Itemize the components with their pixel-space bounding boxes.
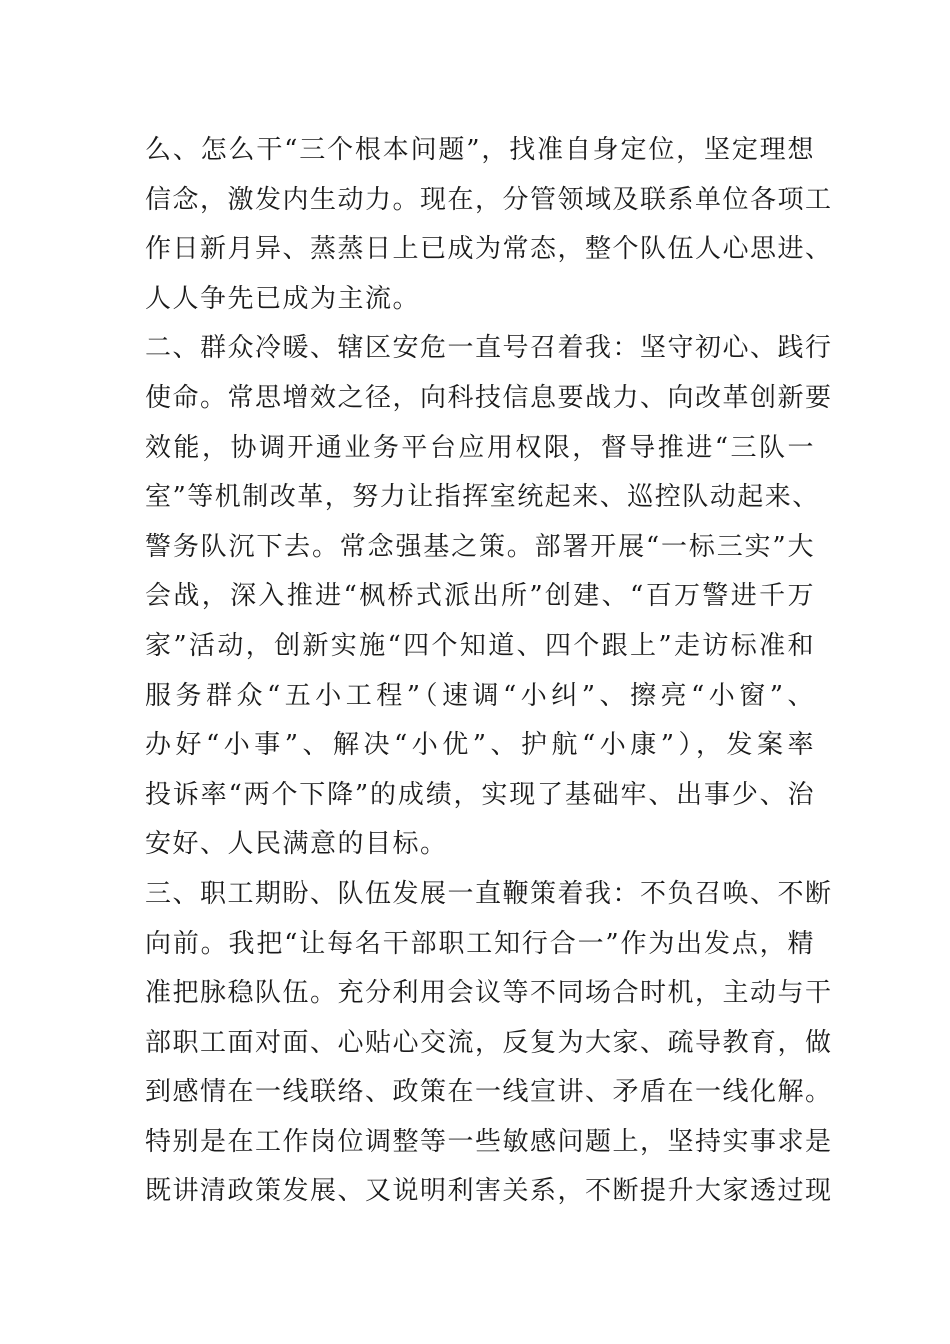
text-line: 人人争先已成为主流。	[145, 283, 421, 314]
text-line: 二、群众冷暖、辖区安危一直号召着我：坚守初心、践行	[145, 333, 833, 364]
text-line: 室”等机制改革，努力让指挥室统起来、巡控队动起来、	[145, 482, 820, 513]
text-line: 准把脉稳队伍。充分利用会议等不同场合时机，主动与干	[145, 978, 833, 1009]
text-line: 使命。常思增效之径，向科技信息要战力、向改革创新要	[145, 382, 833, 413]
text-line: 会战，深入推进“枫桥式派出所”创建、“百万警进千万	[145, 581, 815, 612]
text-line: 服务群众“五小工程”（速调“小纠”、擦亮“小窗”、	[145, 680, 815, 711]
text-line: 么、怎么干“三个根本问题”，找准自身定位，坚定理想	[145, 135, 815, 165]
text-line: 效能，协调开通业务平台应用权限，督导推进“三队一	[145, 432, 815, 463]
text-line: 特别是在工作岗位调整等一些敏感问题上，坚持实事求是	[145, 1126, 833, 1157]
text-line: 既讲清政策发展、又说明利害关系，不断提升大家透过现	[145, 1176, 833, 1207]
text-line: 到感情在一线联络、政策在一线宣讲、矛盾在一线化解。	[145, 1077, 833, 1108]
text-line: 信念，激发内生动力。现在，分管领域及联系单位各项工	[145, 184, 833, 215]
text-line: 家”活动，创新实施“四个知道、四个跟上”走访标准和	[145, 630, 815, 661]
text-line: 三、职工期盼、队伍发展一直鞭策着我：不负召唤、不断	[145, 878, 833, 909]
text-line: 投诉率“两个下降”的成绩，实现了基础牢、出事少、治	[145, 779, 815, 810]
text-line: 部职工面对面、心贴心交流，反复为大家、疏导教育，做	[145, 1027, 833, 1058]
text-line: 作日新月异、蒸蒸日上已成为常态，整个队伍人心思进、	[145, 234, 833, 265]
text-line: 向前。我把“让每名干部职工知行合一”作为出发点，精	[145, 928, 815, 959]
body-text	[145, 126, 833, 1217]
text-line: 安好、人民满意的目标。	[145, 829, 448, 860]
text-line: 办好“小事”、解决“小优”、护航“小康”），发案率	[145, 730, 815, 761]
text-line: 警务队沉下去。常念强基之策。部署开展“一标三实”大	[145, 531, 815, 562]
